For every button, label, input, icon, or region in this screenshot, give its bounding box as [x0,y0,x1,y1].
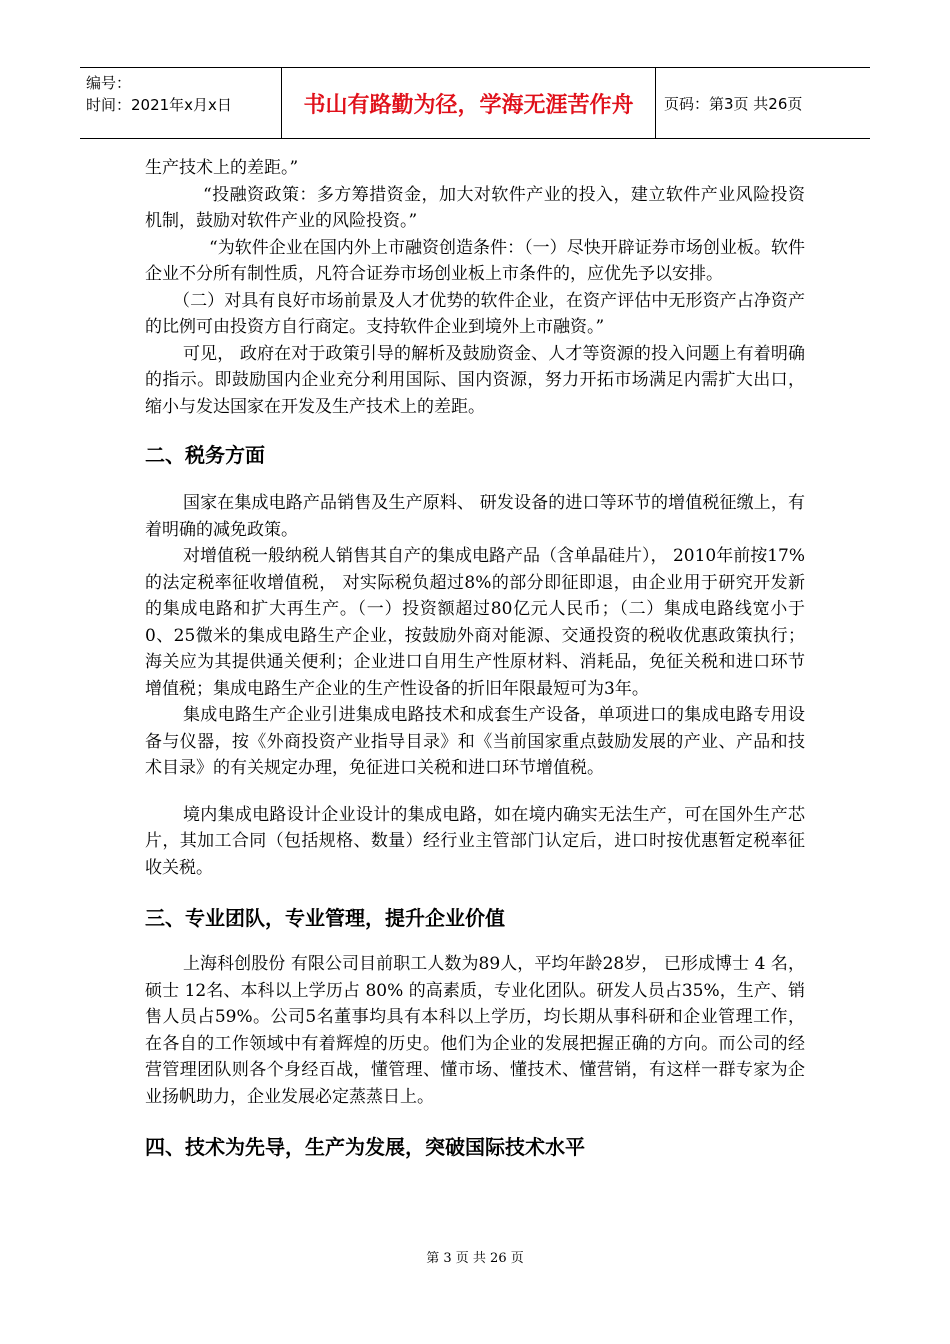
paragraph: 境内集成电路设计企业设计的集成电路，如在境内确实无法生产，可在国外生产芯片，其加工合同（包括规格、数量）经行业主管部门认定后，进口时按优惠暂定税率征收关税。 [145,804,805,878]
section-heading: 四、技术为先导，生产为发展，突破国际技术水平 [145,1135,585,1159]
paragraph: 生产技术上的差距。” [145,158,299,178]
paragraph: （二）对具有良好市场前景及人才优势的软件企业，在资产评估中无形资产占净资产的比例可由投资方自行商定。支持软件企业到境外上市融资。” [145,290,805,337]
header-motto: 书山有路勤为径，学海无涯苦作舟 [282,68,656,138]
paragraph: “为软件企业在国内外上市融资创造条件：（一）尽快开辟证券市场创业板。软件企业不分所有制性质，凡符合证券市场创业板上市条件的，应优先予以安排。 [145,237,805,284]
header-meta [80,68,282,138]
page-footer: 第 3 页 共 26 页 [426,1251,524,1266]
header-page-info: 页码：第3页 共26页 [664,94,803,113]
paragraph: 上海科创股份 有限公司目前职工人数为89人，平均年龄28岁， 已形成博士 4 名，硕士 12名、本科以上学历占 80% 的高素质，专业化团队。研发人员占35%，生产、销售人员占59%。公司5名董事均具有本科以上学历，均长期从事科研和企业管理工作，在各自的工作领域中有着辉煌的历史。他们为企业的发展把握正确的方向。而公司的经营管理团队则各个身经百战，懂管理、懂市场、懂技术、懂营销，有这样一群专家为企业扬帆助力，企业发展必定蒸蒸日上。 [145,954,805,1107]
paragraph: 集成电路生产企业引进集成电路技术和成套生产设备，单项进口的集成电路专用设备与仪器，按《外商投资产业指导目录》和《当前国家重点鼓励发展的产业、产品和技术目录》的有关规定办理，免征进口关税和进口环节增值税。 [145,705,805,778]
paragraph: 对增值税一般纳税人销售其自产的集成电路产品（含单晶硅片）， 2010年前按17%的法定税率征收增值税， 对实际税负超过8%的部分即征即退，由企业用于研究开发新的集成电路和扩大再生产。（一）投资额超过80亿元人民币；（二）集成电路线宽小于0、25微米的集成电路生产企业，按鼓励外商对能源、交通投资的税收优惠政策执行；海关应为其提供通关便利；企业进口自用生产性原材料、消耗品，免征关税和进口环节增值税；集成电路生产企业的生产性设备的折旧年限最短可为3年。 [145,546,805,699]
paragraph: 可见， 政府在对于政策引导的解析及鼓励资金、人才等资源的投入问题上有着明确的指示。即鼓励国内企业充分利用国际、国内资源，努力开拓市场满足内需扩大出口，缩小与发达国家在开发及生产技术上的差距。 [145,343,805,417]
time-label: 时间：2021年x月x日 [86,96,232,114]
paragraph: “投融资政策：多方筹措资金，加大对软件产业的投入，建立软件产业风险投资机制，鼓励对软件产业的风险投资。” [145,184,805,231]
number-label: 编号： [86,74,132,92]
page-header [80,67,870,139]
document-body [145,155,805,1162]
paragraph: 国家在集成电路产品销售及生产原料、 研发设备的进口等环节的增值税征缴上，有着明确的减免政策。 [145,493,805,540]
section-heading: 三、专业团队，专业管理，提升企业价值 [145,906,505,930]
section-heading: 二、税务方面 [145,443,265,467]
